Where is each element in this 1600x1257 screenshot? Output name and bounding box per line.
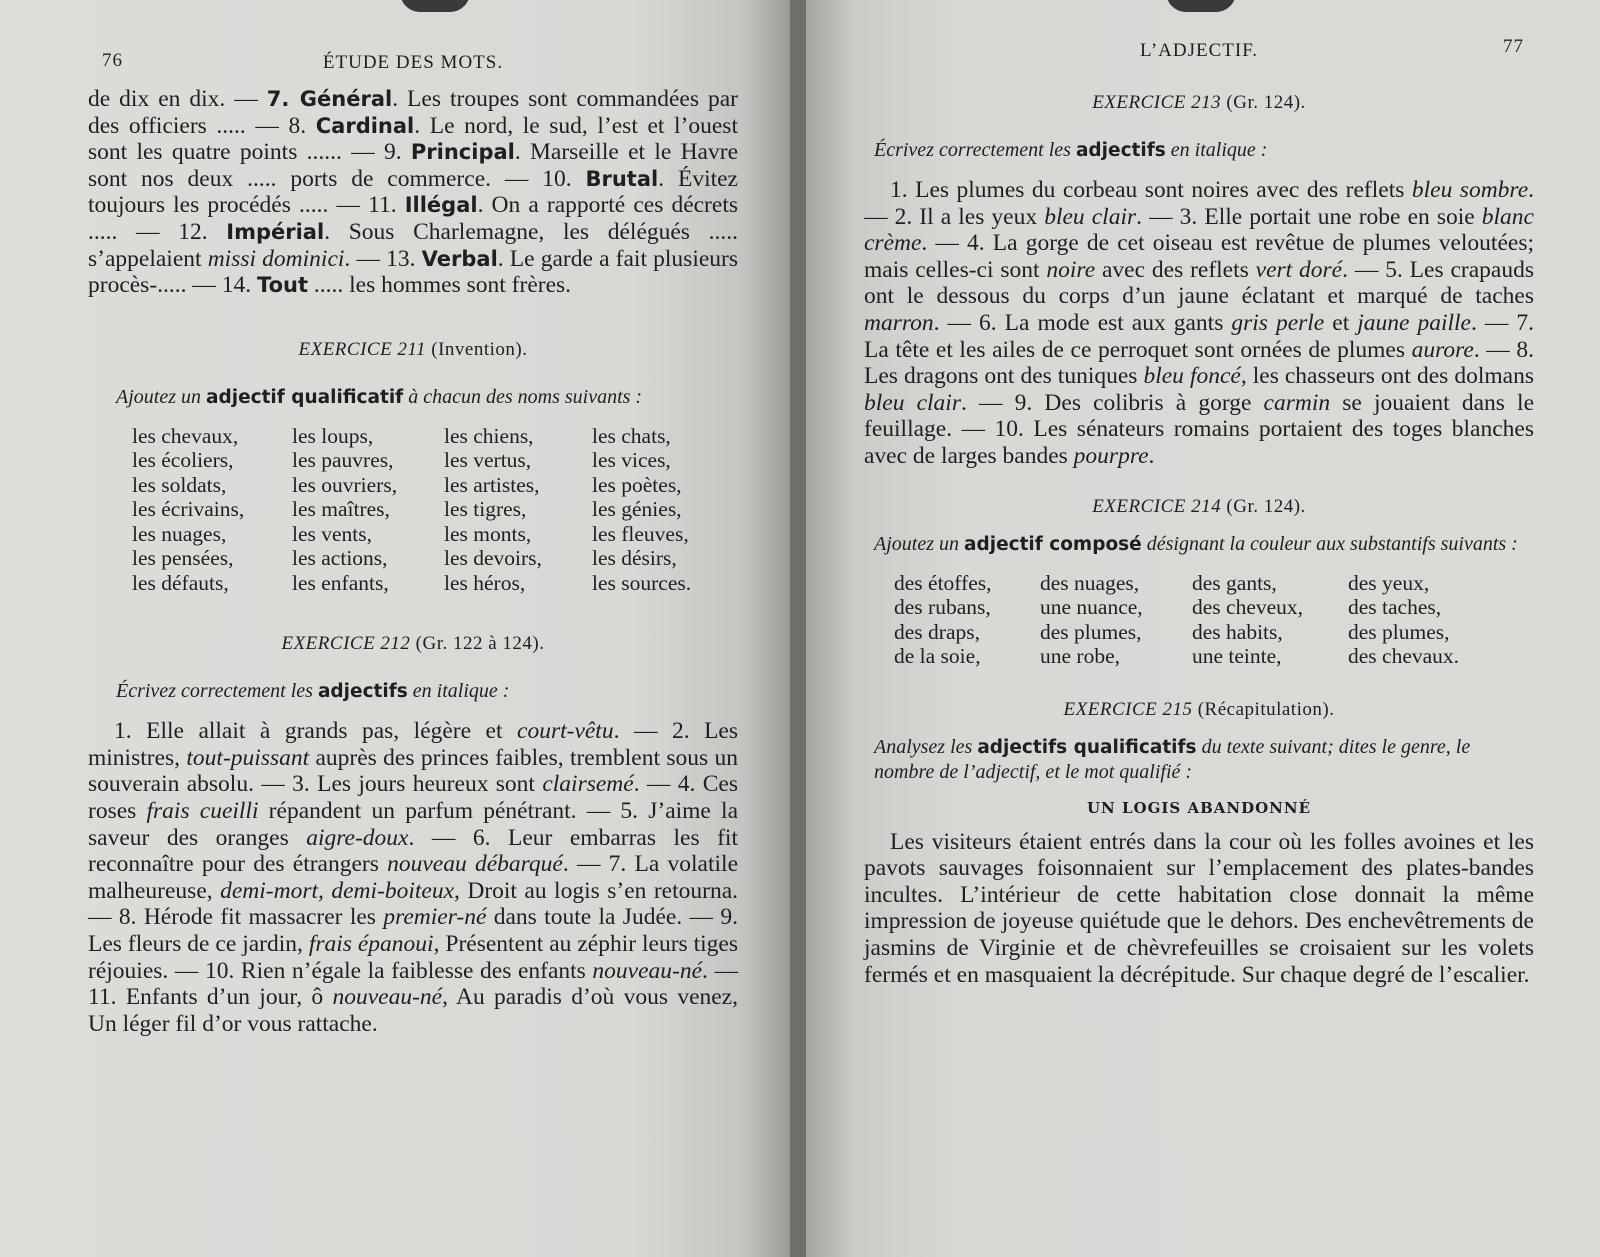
word-item: les enfants, [292, 570, 389, 595]
word-item: une teinte, [1192, 644, 1282, 669]
text-run: auprès des princes faibles, tremblent sous un souverain absolu. — 3. Les jours heureux sont [88, 744, 738, 798]
text-run: . — 2. Les ministres, [88, 718, 738, 771]
italic-term: tout-puissant [186, 744, 310, 771]
text-run: Ajoutez un [874, 532, 964, 555]
word-item: des habits, [1192, 619, 1283, 644]
exercise-subtitle: (Gr. 124). [1221, 495, 1306, 517]
text-run: en italique : [1165, 139, 1268, 161]
text-run: . Sous Charlemagne, les délégués ..... s’appelaient [88, 218, 738, 272]
word-item: les tigres, [444, 497, 527, 522]
text-run: en italique : [407, 680, 510, 703]
word-item: des plumes, [1040, 619, 1142, 644]
exercise-214-heading [864, 496, 1534, 518]
exercise-subtitle: (Gr. 124). [1221, 92, 1306, 113]
word-item: les écoliers, [132, 448, 234, 473]
word-item: les devoirs, [444, 546, 542, 571]
word-item: des nuages, [1040, 570, 1140, 595]
text-run: avec des reflets [1095, 256, 1256, 283]
text-run: , Droit au logis s’en retourna.— 8. Hérode fit massacrer les [88, 877, 738, 931]
italic-term: premier-né [383, 904, 487, 931]
exercise-215-instruction [874, 735, 1534, 785]
word-item: des yeux, [1348, 570, 1430, 595]
text-run: . Marseille et le Havre sont nos deux ..... ports de commerce. — 10. [88, 139, 738, 192]
exercise-subtitle: (Invention). [426, 338, 528, 360]
word-item: les génies, [592, 497, 682, 522]
italic-term: pourpre [1073, 442, 1149, 469]
text-run: répandent un parfum pénétrant. — 5. J’aime la saveur des oranges [88, 798, 739, 851]
bold-term: 7. Général [266, 87, 393, 111]
italic-term: aurore [1411, 336, 1474, 363]
text-run: . — 6. La mode est aux gants [933, 309, 1232, 336]
italic-term: missi dominici [207, 245, 345, 272]
italic-term: gris perle [1231, 309, 1325, 336]
italic-term: vert doré [1255, 256, 1343, 283]
text-run: . Le nord, le sud, l’est et l’ouest sont les quatre points ...... — 9. [88, 112, 738, 166]
bold-term: Principal [410, 140, 515, 165]
italic-term: marron [864, 309, 934, 336]
exercise-title: EXERCICE 212 [281, 633, 411, 655]
text-run: . On a rapporté ces décrets ..... — 12. [88, 192, 738, 245]
italic-term: noire [1046, 256, 1096, 283]
text-run: , Présentent au zéphir leurs tiges réjouies. — 10. Rien n’égale la faiblesse des enfants [88, 931, 738, 984]
italic-term: frais cueilli [146, 798, 259, 825]
word-item: les loups, [292, 423, 374, 448]
word-item: les fleuves, [592, 521, 689, 546]
left-page-content [88, 42, 738, 1037]
word-item: des chevaux. [1348, 644, 1460, 669]
bold-term: Cardinal [315, 113, 415, 138]
right-page [806, 0, 1600, 1257]
text-run: . — 3. Elle portait une robe en soie [1136, 203, 1482, 230]
word-item: des gants, [1192, 570, 1277, 595]
exercise-subtitle: (Récapitulation). [1192, 698, 1335, 720]
page-tab-mark [400, 0, 470, 12]
bold-term: adjectifs qualificatifs [977, 736, 1197, 758]
page-number: 76 [102, 50, 123, 71]
exercise-title: EXERCICE 214 [1092, 495, 1222, 517]
text-run: et [1324, 309, 1358, 336]
exercise-212-instruction [116, 679, 738, 704]
word-item: les pensées, [132, 546, 234, 571]
word-item: les désirs, [592, 546, 677, 571]
word-item: les pauvres, [292, 448, 394, 473]
text-run: . — 9. Des colibris à gorge [961, 389, 1264, 416]
text-run: . — 8. Les dragons ont des tuniques [864, 336, 1534, 390]
page-number: 77 [1503, 36, 1524, 57]
exercise-title: EXERCICE 213 [1092, 92, 1222, 113]
text-run: . — 13. [344, 245, 422, 272]
running-title: ÉTUDE DES MOTS. [322, 52, 504, 73]
italic-term: nouveau-né [592, 957, 703, 984]
text-run: Ajoutez un [116, 385, 206, 408]
text-run: . — 6. Leur embarras les fit reconnaître pour des étrangers [88, 824, 738, 878]
text-run: . — 4. Ces roses [88, 771, 739, 825]
word-item: les vents, [292, 521, 373, 546]
running-title: L’ADJECTIF. [1139, 40, 1259, 61]
word-item: de la soie, [894, 644, 981, 669]
exercise-211-instruction [116, 385, 738, 410]
bold-term: adjectifs [317, 681, 408, 703]
text-run: . — 2. Il a les yeux [864, 177, 1534, 230]
exercise-213-instruction [874, 138, 1534, 163]
exercise-title: EXERCICE 211 [298, 338, 427, 360]
italic-term: nouveau débarqué [387, 851, 563, 878]
word-item: les poètes, [592, 472, 682, 497]
bold-term: Verbal [421, 246, 498, 271]
italic-term: bleu clair [864, 389, 961, 416]
italic-term: bleu foncé [1143, 363, 1241, 390]
bold-term: Impérial [226, 219, 325, 244]
word-item: les écrivains, [132, 497, 245, 522]
italic-term: jaune paille [1357, 309, 1471, 336]
exercise-214-word-grid [894, 571, 1534, 669]
word-item: les chiens, [444, 423, 534, 448]
word-item: les ouvriers, [292, 472, 398, 497]
text-run: 1. Elle allait à grands pas, légère et [114, 718, 518, 745]
bold-term: Illégal [404, 193, 478, 218]
italic-term: nouveau-né [332, 984, 443, 1011]
word-item: les artistes, [444, 472, 540, 497]
word-item: une nuance, [1040, 595, 1143, 620]
word-item: les actions, [292, 546, 388, 571]
text-run: , Au paradis d’où vous venez, Un léger fil d’or vous rattache. [88, 984, 738, 1037]
word-item: les chevaux, [132, 423, 239, 448]
exercise-211-word-grid [132, 424, 738, 596]
exercise-215-heading [864, 699, 1534, 721]
running-head [88, 42, 738, 86]
word-item: les héros, [444, 570, 526, 595]
continuation-paragraph [88, 86, 738, 299]
page-tab-mark [1166, 0, 1236, 12]
bold-term: adjectif composé [964, 533, 1142, 555]
italic-term: bleu clair [1044, 203, 1137, 230]
exercise-212-text [88, 718, 738, 1037]
word-item: des plumes, [1348, 619, 1450, 644]
word-item: les chats, [592, 423, 671, 448]
italic-term: frais épanoui [308, 931, 434, 957]
exercise-215-text: Les visiteurs étaient entrés dans la cour où les folles avoines et les pavots sauvages foisonnaient sur l’emplacement des plates-bandes incultes. L’intérieur de cette habitation close donnait la même impression de joyeuse quiétude que le dehors. Des enchevêtrements de jasmins de Virginie et de chèvrefeuilles se croisaient sur les volets fermés et en masquaient la décrépitude. Sur chaque degré de l’escalier. [864, 828, 1534, 988]
text-run: . — 7. La tête et les ailes de ce perroquet sont ornées de plumes [864, 309, 1535, 363]
word-item: des étoffes, [894, 570, 992, 595]
italic-term: aigre-doux [306, 824, 409, 851]
italic-term: demi-mort, demi-boiteux [220, 877, 455, 904]
word-item: les vertus, [444, 448, 532, 473]
text-title: UN LOGIS ABANDONNÉ [1086, 798, 1312, 817]
text-run: du texte suivant; dites le genre, le nombre de l’adjectif, et le mot qualifié : [874, 735, 1471, 783]
text-run: . Les troupes sont commandées par des officiers ..... — 8. [88, 86, 738, 139]
italic-term: clairsemé [542, 771, 634, 798]
text-run: . — 5. Les crapauds ont le dessous du corps d’un jaune éclatant et marqué de taches [864, 256, 1534, 310]
right-page-content [864, 30, 1534, 988]
text-run: , les chasseurs ont des dolmans [1240, 363, 1534, 390]
exercise-214-instruction [874, 532, 1534, 557]
italic-term: blanc crème [864, 203, 1534, 257]
italic-term: carmin [1263, 389, 1331, 416]
word-item: des cheveux, [1192, 595, 1304, 620]
text-run: Écrivez correctement les [116, 680, 318, 703]
word-item: une robe, [1040, 644, 1120, 669]
exercise-213-text [864, 177, 1534, 470]
word-item: les maîtres, [292, 497, 390, 522]
text-run: 1. Les plumes du corbeau sont noires avec des reflets [890, 177, 1412, 203]
exercise-213-heading [864, 92, 1534, 114]
text-run: dans toute la Judée. — 9. Les fleurs de ce jardin, [88, 904, 739, 957]
text-run: ..... les hommes sont frères. [308, 272, 572, 299]
word-item: les nuages, [132, 521, 227, 546]
text-run: . Le garde a fait plusieurs procès-..... — 14. [88, 245, 739, 299]
word-item: les monts, [444, 521, 532, 546]
bold-term: Brutal [585, 166, 659, 191]
running-head [864, 30, 1534, 74]
book-gutter [790, 0, 806, 1257]
text-run: Analysez les [874, 735, 978, 758]
word-item: les vices, [592, 448, 671, 473]
text-run: . [1148, 442, 1155, 469]
left-page [0, 0, 790, 1257]
text-run: . — 4. La gorge de cet oiseau est revêtue de plumes veloutées; mais celles-ci sont [864, 230, 1534, 283]
text-run: de dix en dix. — [88, 86, 267, 112]
exercise-212-heading [88, 633, 738, 655]
italic-term: court-vêtu [517, 718, 614, 745]
word-item: les soldats, [132, 472, 227, 497]
italic-term: bleu sombre [1411, 177, 1529, 203]
word-item: des taches, [1348, 595, 1442, 620]
text-run: . Évitez toujours les procédés ..... — 11. [88, 165, 738, 219]
text-run: . — 11. Enfants d’un jour, ô [88, 957, 739, 1011]
bold-term: adjectif qualificatif [206, 386, 404, 408]
exercise-211-heading [88, 339, 738, 361]
word-item: les défauts, [132, 570, 229, 595]
bold-term: adjectifs [1075, 140, 1166, 161]
text-run: Écrivez correctement les [874, 139, 1076, 161]
text-run: . — 7. La volatile malheureuse, [88, 851, 739, 904]
word-item: les sources. [592, 570, 692, 595]
exercise-subtitle: (Gr. 122 à 124). [410, 633, 545, 655]
bold-term: Tout [257, 273, 308, 298]
text-run: se jouaient dans le feuillage. — 10. Les sénateurs romains portaient des toges blanches avec de larges bandes [864, 389, 1535, 469]
exercise-title: EXERCICE 215 [1063, 698, 1193, 720]
word-item: des draps, [894, 619, 980, 644]
text-run: désignant la couleur aux substantifs suivants : [1141, 532, 1518, 555]
text-run: à chacun des noms suivants : [403, 385, 643, 408]
word-item: des rubans, [894, 595, 991, 620]
